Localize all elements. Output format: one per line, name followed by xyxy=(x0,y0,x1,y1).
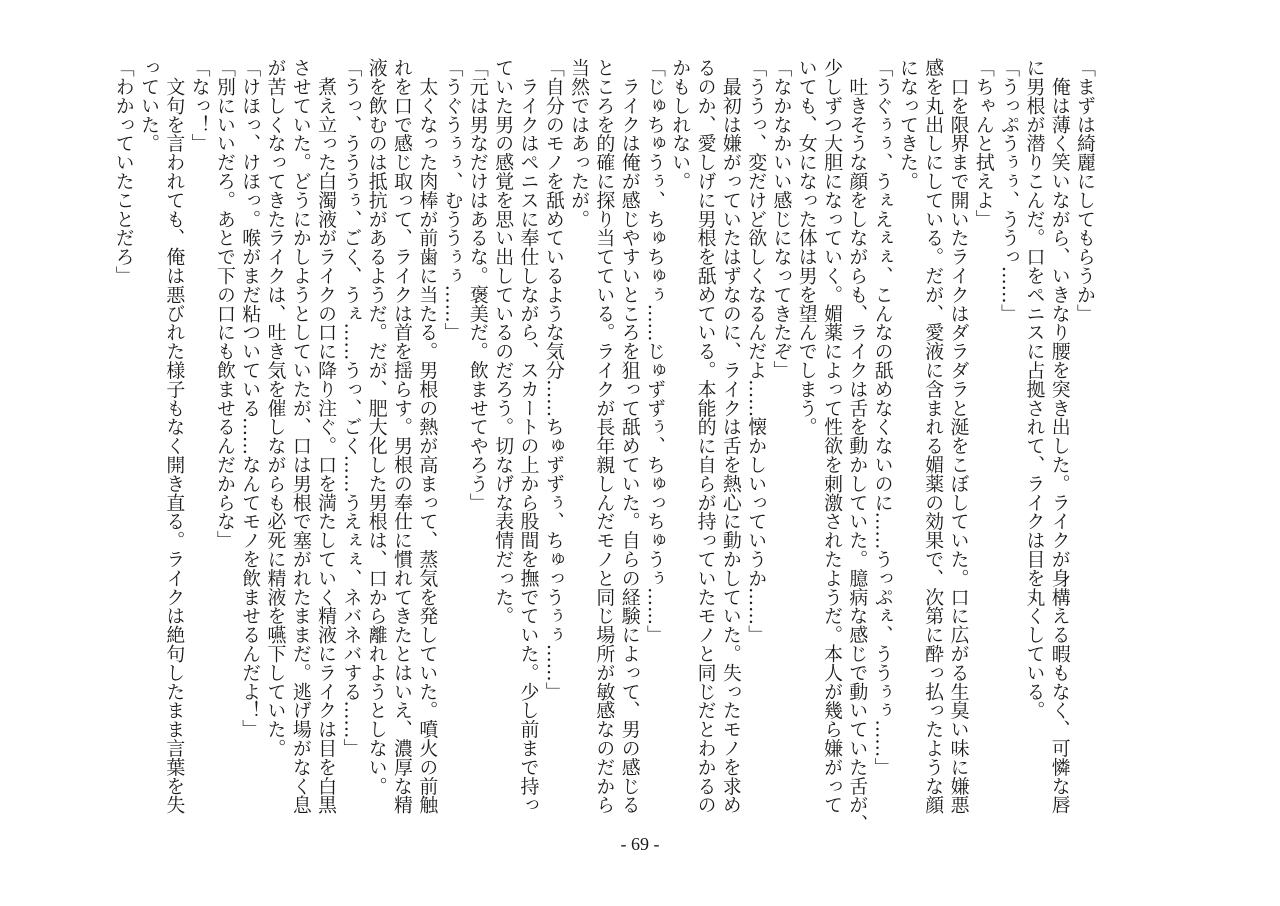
text-line: 液を飲むのは抵抗があるようだ。だが、肥大化した男根は、口から離れようとしない。 xyxy=(365,58,388,796)
text-line: 吐きそうな顔をしながらも、ライクは舌を動かしていた。臆病な感じで動いていた舌が、 xyxy=(846,58,869,833)
text-line: させていた。どうにかしようとしていたが、口は男根で塞がれたままだ。逃げ場がなく息 xyxy=(289,58,312,814)
text-line: に男根が潜りこんだ。口をペニスに占拠されて、ライクは目を丸くしている。 xyxy=(1023,58,1046,720)
text-line: 太くなった肉棒が前歯に当たる。男根の熱が高まって、蒸気を発していた。噴火の前触 xyxy=(416,58,439,814)
text-line: 俺は薄く笑いながら、いきなり腰を突き出した。ライクが身構える暇もなく、可憐な唇 xyxy=(1048,58,1071,814)
text-line: っていた。 xyxy=(138,58,161,153)
text-line: 「じゅちゅうぅ、ちゅちゅぅ……じゅずずぅ、ちゅっちゅうぅ……」 xyxy=(643,58,666,644)
page-number: - 69 - xyxy=(620,834,660,854)
vertical-text-body xyxy=(110,58,1097,833)
text-line: 「わかっていたことだろ」 xyxy=(112,58,135,285)
text-line: 文句を言われても、俺は悪びれた様子もなく開き直る。ライクは絶句したまま言葉を失 xyxy=(163,58,186,814)
text-line: が苦しくなってきたライクは、吐き気を催しながらも必死に精液を嚥下していた。 xyxy=(264,58,287,758)
text-line: 「まずは綺麗にしてもらうか」 xyxy=(1074,58,1096,323)
text-line: ところを的確に探り当てている。ライクが長年親しんだモノと同じ場所が敏感なのだから xyxy=(593,58,616,814)
text-line: 「なっ！」 xyxy=(188,58,211,153)
text-line: 「けほっ、けほっ。喉がまだ粘ついている……なんてモノを飲ませるんだよ！」 xyxy=(239,58,262,739)
text-line: かもしれない。 xyxy=(669,58,692,191)
text-line: 「うぐぅぅ、うぇえぇぇ、こんなの舐めなくないのに……うっぷぇ、ううぅぅ……」 xyxy=(871,58,894,777)
text-line: ライクはペニスに奉仕しながら、スカートの上から股間を撫でていた。少し前まで持っ xyxy=(517,58,540,814)
text-line: 「うっ、うううぅ、ごく、うぇ……うっ、ごく……うえぇぇ、ネバネバする……」 xyxy=(340,58,363,758)
text-line: 当然ではあったが。 xyxy=(568,58,591,229)
text-line: になってきた。 xyxy=(896,58,919,191)
text-line: 最初は嫌がっていたはずなのに、ライクは舌を熱心に動かしていた。失ったモノを求め xyxy=(719,58,742,814)
text-line: 「ちゃんと拭えよ」 xyxy=(972,58,995,229)
text-line: いても、女になった体は男を望んでしまう。 xyxy=(795,58,818,436)
text-line: 「うっぷうぅぅ、ううっ……」 xyxy=(998,58,1021,323)
text-line: るのか、愛しげに男根を舐めている。本能的に自らが持っていたモノと同じだとわかるの xyxy=(694,58,717,814)
text-line: 「なかなかいい感じになってきたぞ」 xyxy=(770,58,793,380)
text-line: 「元は男なだけはあるな。褒美だ。飲ませてやろう」 xyxy=(466,58,489,512)
text-line: 「ううっ、変だけど欲しくなるんだよ……懐かしいっていうか……」 xyxy=(745,58,768,644)
text-line: 「別にいいだろ。あとで下の口にも飲ませるんだからな」 xyxy=(213,58,236,550)
text-line: 「自分のモノを舐めているような気分……ちゅずずぅ、ちゅっうぅぅ……」 xyxy=(542,58,565,701)
text-line: 「うぐうぅぅ、むううぅぅ……」 xyxy=(441,58,464,342)
text-line: 感を丸出しにしている。だが、愛液に含まれる媚薬の効果で、次第に酔っ払ったような顔 xyxy=(922,58,945,814)
text-line: 口を限界まで開いたライクはダラダラと涎をこぼしていた。口に広がる生臭い味に嫌悪 xyxy=(947,58,970,814)
text-line: ライクは俺が感じやすいところを狙って舐めていた。自らの経験によって、男の感じる xyxy=(618,58,641,814)
text-line: れを口で感じ取って、ライクは首を揺らす。男根の奉仕に慣れてきたとはいえ、濃厚な精 xyxy=(390,58,413,814)
text-line: 煮え立った白濁液がライクの口に降り注ぐ。口を満たしていく精液にライクは目を白黒 xyxy=(315,58,338,814)
text-line: 少しずつ大胆になっていく。媚薬によって性欲を刺激されたようだ。本人が幾ら嫌がって xyxy=(821,58,844,814)
text-line: ていた男の感覚を思い出しているのだろう。切なげな表情だった。 xyxy=(492,58,515,625)
